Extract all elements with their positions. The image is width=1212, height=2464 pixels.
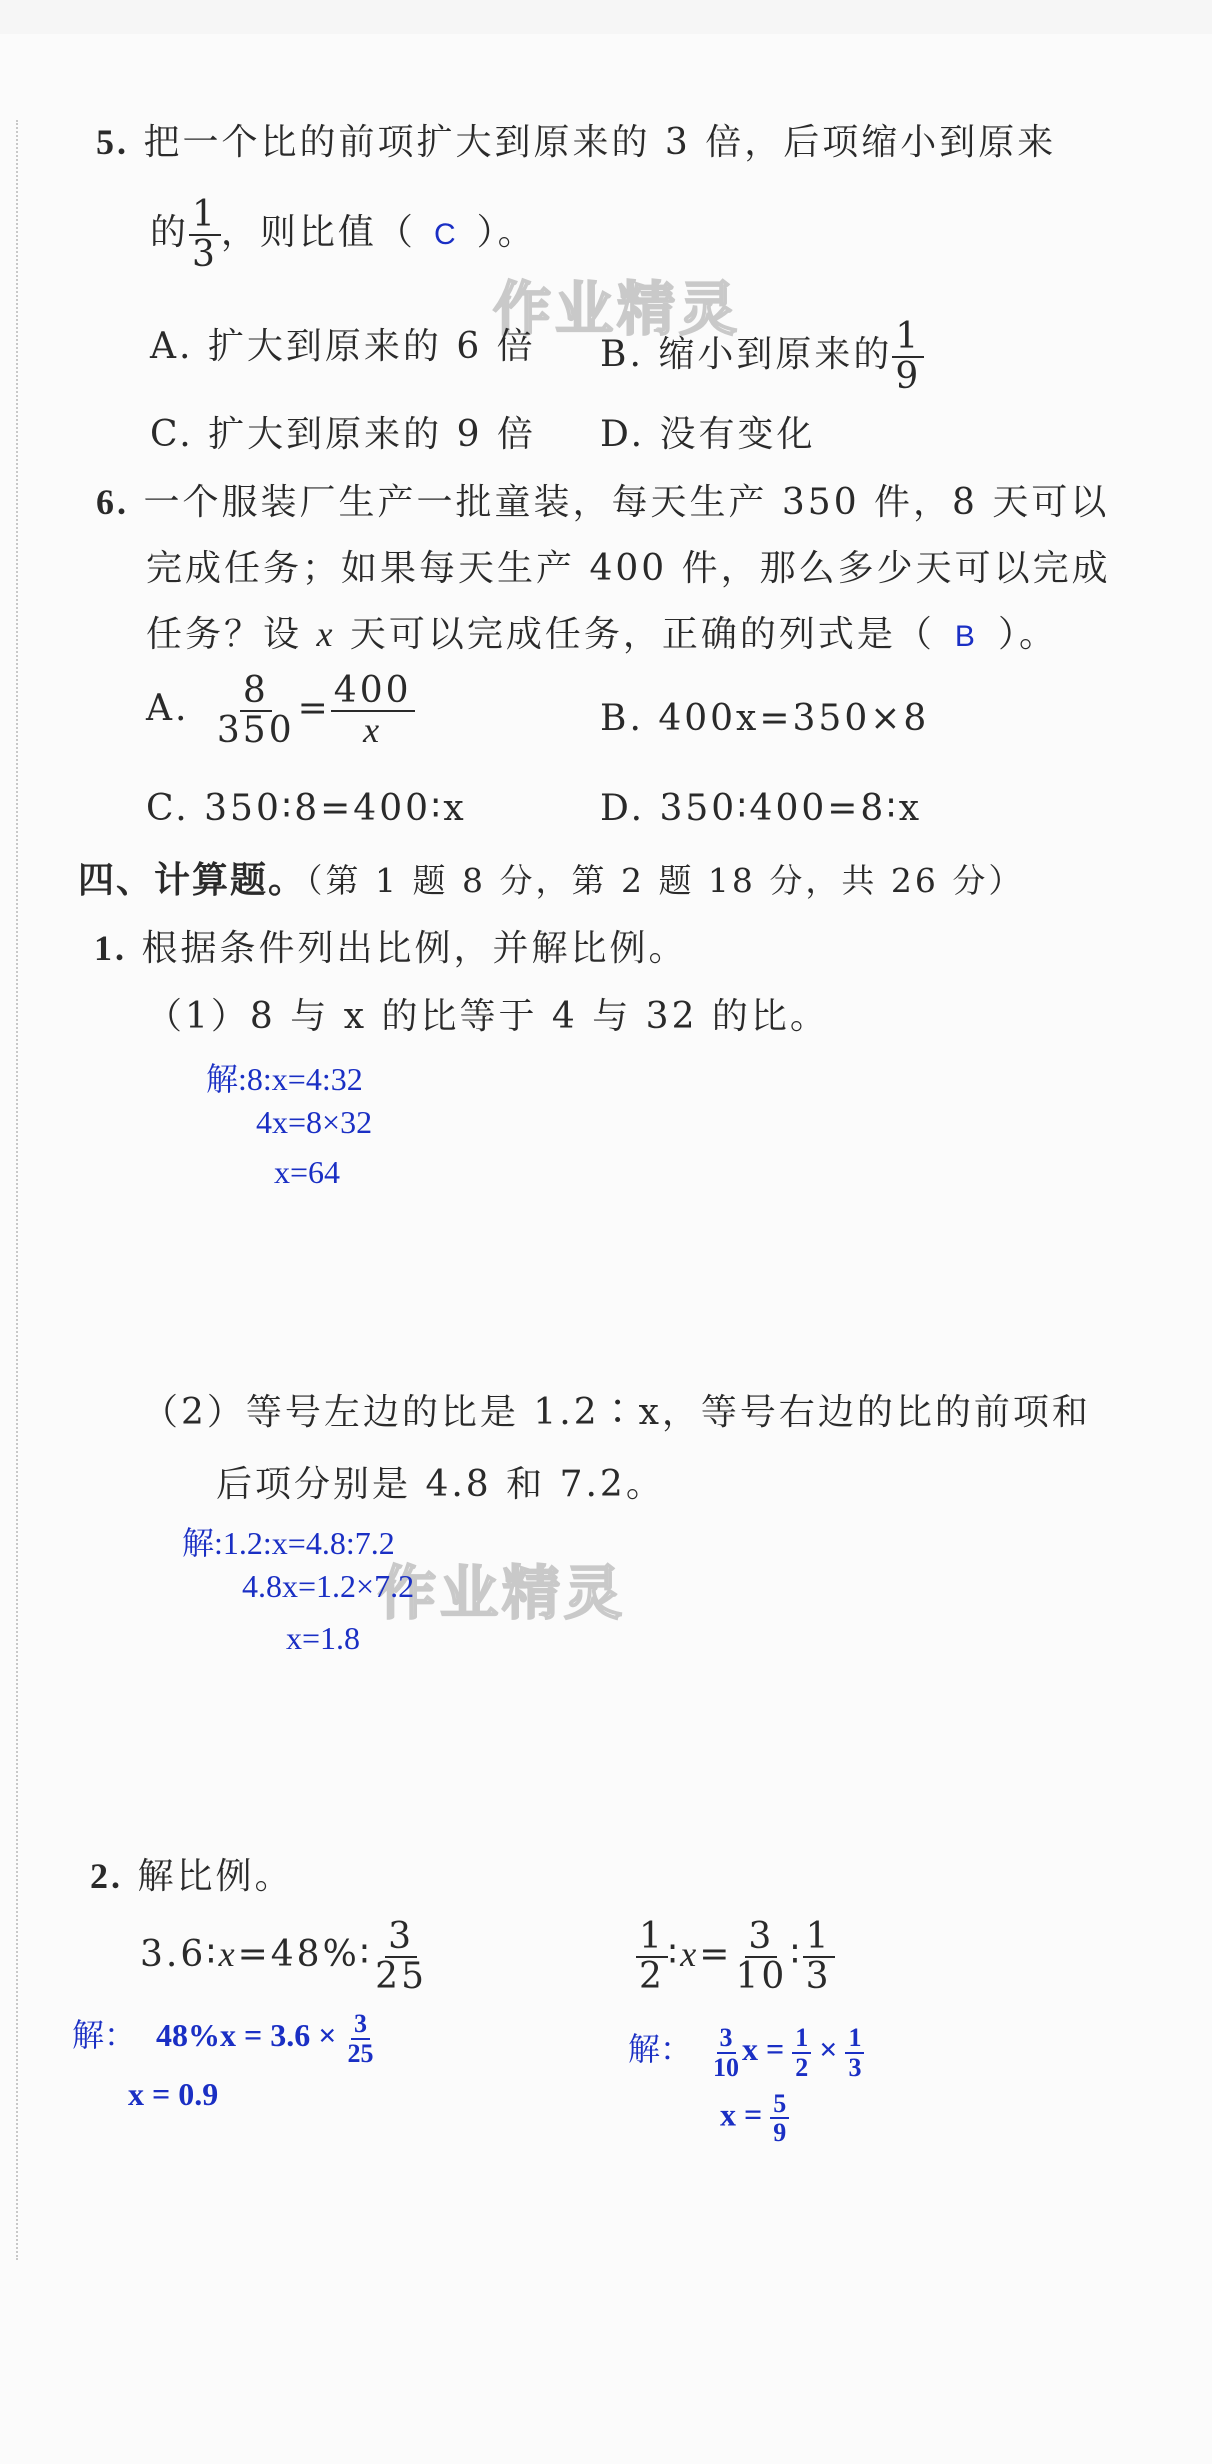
option-d: D. 350∶400=8∶x <box>600 788 923 829</box>
question-text: ）。 <box>997 614 1058 655</box>
equation-part: 3.6∶ <box>140 1933 219 1975</box>
question-6-line2: 完成任务；如果每天生产 400 件，那么多少天可以完成 <box>146 548 1111 589</box>
question-number: 1. <box>94 928 127 968</box>
variable: x <box>316 614 336 654</box>
handwritten-solution-left <box>72 2010 376 2067</box>
question-number: 6. <box>96 482 129 522</box>
solution-label: 解： <box>628 2031 693 2067</box>
option-c: C. 350∶8=400∶x <box>146 788 467 829</box>
section-heading <box>78 852 1024 903</box>
option-b <box>600 318 924 396</box>
fraction: $\frac{3}{25}$ <box>347 2009 374 2068</box>
solution-expr: x = <box>742 2031 785 2067</box>
answer-mark: C <box>433 217 459 251</box>
option-c: C. 扩大到原来的 9 倍 <box>150 414 536 455</box>
fraction: $\frac{1}{3}$ <box>189 196 221 274</box>
question-text: 把一个比的前项扩大到原来的 3 倍，后项缩小到原来 <box>143 122 1057 163</box>
equals-sign: = <box>297 687 331 729</box>
handwritten-solution-line: 4.8x=1.2×7.2 <box>242 1568 415 1604</box>
question-text: 的 <box>150 211 190 253</box>
question-text: 天可以完成任务，正确的列式是（ <box>349 614 935 655</box>
handwritten-solution-left-result: x = 0.9 <box>128 2076 219 2112</box>
section-title: 四、计算题。 <box>78 859 307 901</box>
fraction: $\frac{1}{2}$ <box>636 1918 668 1996</box>
fraction: $\frac{1}{2}$ <box>792 2024 811 2081</box>
option-d: D. 没有变化 <box>600 414 816 455</box>
solution-expr: x = <box>720 2096 763 2133</box>
fraction: $\frac{3}{10}$ <box>713 2023 740 2082</box>
times-sign: × <box>819 2031 838 2067</box>
question-6-line3 <box>146 606 1058 657</box>
problem-1 <box>94 920 687 971</box>
top-band <box>0 0 1212 34</box>
handwritten-solution-line: 解:1.2:x=4.8:7.2 <box>182 1525 395 1561</box>
fraction: $\frac{3}{10}$ <box>735 1916 788 1997</box>
handwritten-solution-right-result <box>720 2090 789 2147</box>
solution-label: 解： <box>72 2017 137 2053</box>
question-6 <box>96 474 1109 525</box>
question-5-line2 <box>150 196 537 274</box>
equation-part: =48%∶ <box>237 1933 373 1975</box>
option-a: A. 扩大到原来的 6 倍 <box>150 326 536 367</box>
option-label: A. <box>146 687 190 729</box>
variable: x <box>218 1933 238 1974</box>
fraction: $\frac{5}{9}$ <box>770 2090 789 2147</box>
problem-1-part-1: （1）8 与 x 的比等于 4 与 32 的比。 <box>146 996 829 1037</box>
solution-expr: 48%x = 3.6 × <box>156 2017 337 2053</box>
section-note: （第 1 题 8 分，第 2 题 18 分，共 26 分） <box>306 861 1025 900</box>
handwritten-solution-right <box>628 2024 864 2081</box>
question-text: 解比例。 <box>137 1856 294 1897</box>
option-text: B. 缩小到原来的 <box>600 333 893 375</box>
answer-mark: B <box>954 620 978 653</box>
ratio-sign: ∶ <box>667 1933 681 1975</box>
question-text: 根据条件列出比例，并解比例。 <box>141 928 688 969</box>
fraction: $\frac{3}{25}$ <box>375 1916 427 1997</box>
question-text: ，则比值（ <box>220 211 416 253</box>
question-text: ）。 <box>476 211 537 253</box>
fraction: $\frac{1}{3}$ <box>845 2024 864 2081</box>
question-number: 2. <box>90 1856 123 1896</box>
problem-2 <box>90 1848 293 1899</box>
handwritten-solution-line: x=64 <box>274 1154 341 1190</box>
fraction: $\frac{400}{x}$ <box>331 672 415 750</box>
watermark-logo: 作业精灵 <box>493 275 742 343</box>
binding-margin-line <box>16 120 18 2260</box>
option-a <box>146 672 415 750</box>
proportion-left <box>140 1918 430 1996</box>
question-5 <box>96 114 1056 165</box>
question-number: 5. <box>96 122 129 162</box>
equals-sign: = <box>699 1933 733 1975</box>
fraction: $\frac{1}{9}$ <box>892 318 924 396</box>
question-text: 任务？设 <box>146 614 303 655</box>
handwritten-solution-line: 解:8:x=4:32 <box>206 1061 363 1097</box>
proportion-right <box>636 1918 835 1996</box>
problem-1-part-2: （2）等号左边的比是 1.2∶x，等号右边的比的前项和 <box>142 1392 1091 1433</box>
ratio-sign: ∶ <box>790 1933 803 1975</box>
problem-1-part-2-line2: 后项分别是 4.8 和 7.2。 <box>216 1464 665 1505</box>
handwritten-solution-line: 4x=8×32 <box>256 1104 373 1140</box>
question-text: 一个服装厂生产一批童装，每天生产 350 件，8 天可以 <box>143 482 1110 523</box>
variable: x <box>680 1933 700 1974</box>
handwritten-solution-line: x=1.8 <box>286 1620 361 1656</box>
watermark-logo: 作业精灵 <box>378 1559 627 1627</box>
option-b: B. 400x=350×8 <box>600 698 930 739</box>
fraction: $\frac{1}{3}$ <box>803 1918 835 1996</box>
fraction: $\frac{8}{350}$ <box>216 670 295 751</box>
